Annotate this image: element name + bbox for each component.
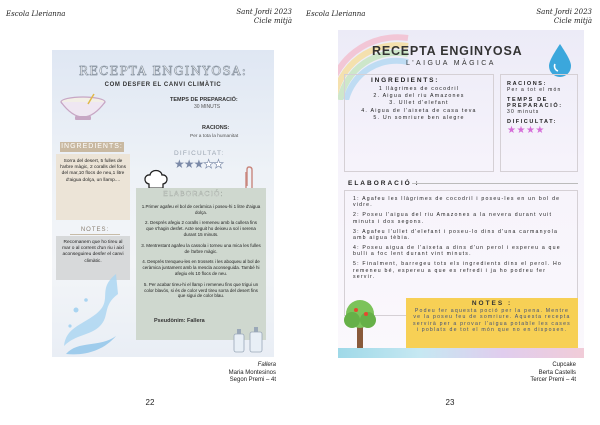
water-splash-icon xyxy=(56,270,130,356)
star-icon: ★ xyxy=(525,125,536,136)
notes-panel xyxy=(406,298,578,350)
author-credit xyxy=(229,362,276,385)
method-step: 3: Agafeu l'ullet d'elefant i poseu-lo dins d'una carmanyola amb aigua tèbia. xyxy=(353,228,559,242)
bowl-icon xyxy=(58,92,108,126)
recipe-title: RECEPTA ENGINYOSA xyxy=(372,44,523,58)
recipe-title: RECEPTA ENGINYOSA: xyxy=(78,64,247,78)
difficulty-stars xyxy=(507,125,571,136)
method-step: 2. Després afegiu 2 coralls i remeneu amb la cullera fins que s'hagin desfet. Acte seguit ho deixeu a sol i serena durant 15 minuts. xyxy=(144,220,258,237)
recipe-card-right xyxy=(338,30,584,358)
method-step: 2: Poseu l'aigua del riu Amazones a la nevera durant vuit minuts i dos segons. xyxy=(353,212,553,225)
decorative-strip xyxy=(338,348,584,358)
star-icon: ★ xyxy=(174,157,184,171)
event-title: Sant Jordi 2023 xyxy=(236,8,292,16)
event-header xyxy=(536,8,592,26)
prep-time-value: 30 minuts xyxy=(507,109,540,115)
list-item: 1 llàgrimes de cocodril xyxy=(378,86,460,92)
ingredients-panel xyxy=(344,74,494,172)
method-step: 3. Mentrestant agafeu la cassola i torneu una mica les fulles de l'arbre màgic. xyxy=(141,242,261,254)
star-icon: ★ xyxy=(183,157,194,171)
list-item: 2. Aigua del riu Amazones xyxy=(373,93,465,100)
author-prize: Tercer Premi – 4t xyxy=(530,377,576,383)
ingredients-text: Sorra del desert, 5 fulles de l'arbre màgic, 2 coralls del fons del mar,10 flocs de neu,1 litre d'aigua dolça, un llamp.... xyxy=(56,154,130,220)
page-23 xyxy=(300,0,600,425)
method-step: 5. Per acabar tireu-hi el llamp i remeneu fins que trigui un color blavós, si és de color verd tireu sorra del desert fins que sigui de color blau. xyxy=(143,281,259,299)
school-name: Escola Llerianna xyxy=(306,10,366,18)
ingredients-list xyxy=(351,86,487,121)
star-icon: ★ xyxy=(193,157,204,171)
method-heading: ELABORACIÓ: xyxy=(163,191,224,198)
prep-time-heading: TEMPS DE PREPARACIÓ: xyxy=(170,97,238,103)
author-pseudonym: Fallera xyxy=(257,362,276,368)
water-drop-icon xyxy=(546,42,574,78)
tree-icon xyxy=(342,298,378,354)
star-icon: ★ xyxy=(516,125,526,136)
recipe-card-left xyxy=(52,50,274,357)
difficulty-stars xyxy=(174,157,223,171)
notes-text: Podeu fer aquesta poció per la pena. Mentre ve la poseu feu de somriure. Aquesta recepta servirà per a provar l'aigua potable les cases i poblats de tot el món que no en disposen. xyxy=(413,308,571,333)
star-icon: ★ xyxy=(213,157,223,171)
servings-heading: RACIONS: xyxy=(202,125,230,131)
event-cycle: Cicle mitjà xyxy=(553,17,592,25)
list-item: 5. Un somriure ben alegre xyxy=(373,114,465,121)
method-heading: ELABORACIÓ : xyxy=(348,180,420,187)
method-step: 4: Poseu aigua de l'aixeta a dins d'un perol i espereu a que bulli a foc lent durant vint minuts. xyxy=(353,244,561,258)
prep-time-heading: TEMPS DE PREPARACIÓ: xyxy=(507,97,563,109)
list-item: 4. Aigua de l'aixeta de casa teva xyxy=(361,107,477,114)
event-header xyxy=(236,8,292,26)
event-title: Sant Jordi 2023 xyxy=(536,8,592,16)
author-name: Maria Montesinos xyxy=(228,369,276,376)
method-step: 5: Finalment, barregeu tots els ingredients dins el perol. Ho remeneu bé, espereu a que es refredi i ja ho podreu fer servir. xyxy=(353,261,563,281)
notes-heading: NOTES: xyxy=(70,226,120,235)
pseudonym-label: Pseudònim: Fallera xyxy=(154,318,205,324)
servings-value: Per a tota la humanitat xyxy=(190,134,239,139)
star-icon: ★ xyxy=(507,125,517,136)
notes-heading: NOTES : xyxy=(471,300,513,307)
ingredients-heading: INGREDIENTS: xyxy=(371,77,440,84)
ingredients-heading: INGREDIENTS: xyxy=(61,143,123,150)
notes-text: Recomanem que ho tireu al mar o al corrent d'un riu i així aconseguireu desfer el canvi climàtic. xyxy=(56,236,130,280)
author-prize: Segon Premi – 4t xyxy=(229,377,276,383)
list-item: 3. Ullet d'elefant xyxy=(389,100,449,107)
difficulty-heading: DIFICULTAT: xyxy=(507,119,557,125)
difficulty-heading: DIFICULTAT: xyxy=(174,150,225,157)
event-cycle: Cicle mitjà xyxy=(253,17,292,25)
method-step: 1: Agafeu les llàgrimes de cocodril i poseu-les en un bol de vidre. xyxy=(353,196,561,209)
author-name: Berta Castells xyxy=(538,369,576,376)
author-credit xyxy=(530,362,576,385)
bottles-icon xyxy=(230,326,270,354)
recipe-subtitle: COM DESFER EL CANVI CLIMÀTIC xyxy=(104,82,222,88)
author-pseudonym: Cupcake xyxy=(552,362,576,368)
recipe-subtitle: L'AIGUA MÀGICA xyxy=(406,60,496,67)
page-number: 22 xyxy=(145,398,155,407)
school-name: Escola Llerianna xyxy=(6,10,66,18)
prep-time-value: 30 MINUTS xyxy=(194,104,221,110)
info-panel xyxy=(500,74,578,172)
method-step: 1.Primer agafeu el bol de ceràmica i poseu-hi 1 litre d'aigua dolça. xyxy=(141,203,261,215)
method-step: 4. Després trenqueu-les en trossets i les aboqueu al bol de ceràmica juntament amb la mescla aconseguida. També hi afegiu els 10 flocs de neu. xyxy=(142,259,260,276)
divider xyxy=(412,183,578,184)
servings-value: Per a tot el món xyxy=(507,87,562,93)
star-icon: ★ xyxy=(535,125,545,136)
star-icon: ★ xyxy=(203,157,214,171)
servings-heading: RACIONS: xyxy=(507,81,547,87)
page-number: 23 xyxy=(445,398,455,407)
